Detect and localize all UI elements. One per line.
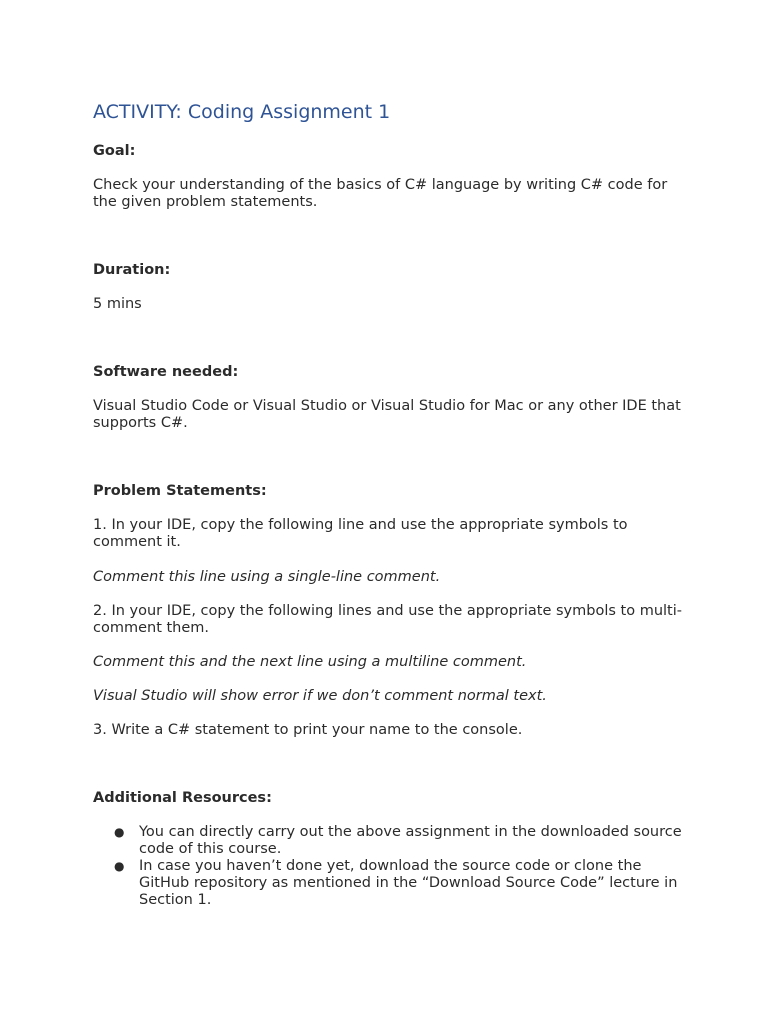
bullet-icon: ● — [114, 825, 125, 839]
duration-label: Duration: — [93, 262, 171, 278]
duration-text: 5 mins — [93, 296, 142, 312]
resources-list — [93, 824, 683, 909]
resource-item — [93, 824, 683, 858]
software-label: Software needed: — [93, 364, 239, 380]
resource-item-text: In case you haven’t done yet, download the source code or clone the GitHub repository as mentioned in the “Download Source Code” lecture in Section 1. — [139, 858, 678, 908]
problem-2-example-1: Comment this and the next line using a multiline comment. — [93, 654, 527, 670]
problem-statements-label: Problem Statements: — [93, 483, 267, 499]
goal-text: Check your understanding of the basics of C# language by writing C# code for the given problem statements. — [93, 177, 668, 210]
page-title: ACTIVITY: Coding Assignment 1 — [93, 101, 391, 123]
bullet-icon: ● — [114, 859, 125, 873]
software-text: Visual Studio Code or Visual Studio or Visual Studio for Mac or any other IDE that supports C#. — [93, 398, 681, 431]
goal-label: Goal: — [93, 143, 136, 159]
problem-1-example: Comment this line using a single-line comment. — [93, 569, 441, 585]
problem-2-example-2: Visual Studio will show error if we don’t comment normal text. — [93, 688, 547, 704]
problem-3-text: 3. Write a C# statement to print your name to the console. — [93, 722, 523, 738]
resource-item — [93, 858, 683, 909]
resource-item-text: You can directly carry out the above assignment in the downloaded source code of this course. — [139, 824, 682, 857]
problem-1-text: 1. In your IDE, copy the following line and use the appropriate symbols to comment it. — [93, 517, 628, 550]
problem-2-text: 2. In your IDE, copy the following lines and use the appropriate symbols to multi-comment them. — [93, 603, 682, 636]
additional-resources-label: Additional Resources: — [93, 790, 272, 806]
